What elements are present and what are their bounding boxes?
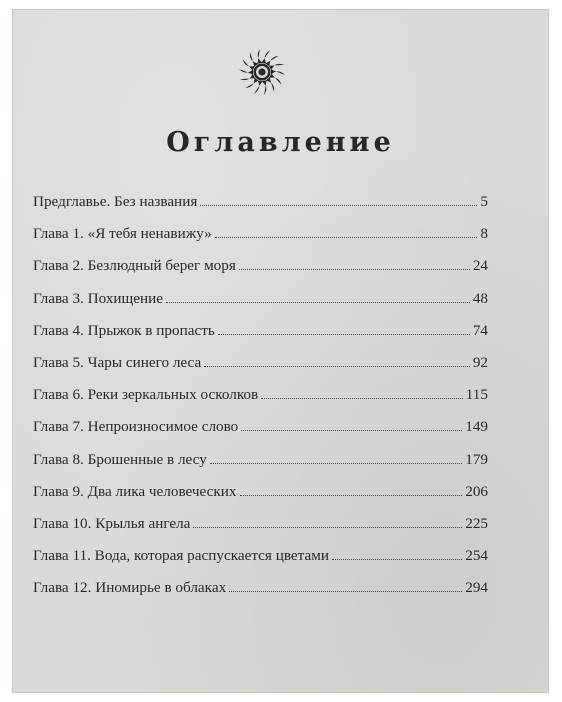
toc-entry <box>33 418 488 450</box>
sun-ray <box>243 59 255 70</box>
toc-entry-title: Глава 9. Два лика человеческих <box>33 482 237 500</box>
sun-ray <box>269 74 281 85</box>
toc-entry-page-number: 92 <box>472 353 488 371</box>
toc-entry-page-number: 254 <box>465 547 488 565</box>
toc-entry-page-number: 149 <box>465 418 488 436</box>
toc-entry <box>33 322 488 354</box>
dot-leader <box>166 302 470 303</box>
toc-entry-page-number: 48 <box>472 289 488 307</box>
sun-ray <box>271 69 285 75</box>
toc-entry <box>33 451 488 483</box>
page-title: Оглавление <box>166 127 395 158</box>
dot-leader <box>261 398 463 399</box>
toc-entry-page-number: 206 <box>465 482 488 500</box>
dot-leader <box>204 366 470 367</box>
dot-leader <box>193 527 462 528</box>
toc-entry-title: Глава 12. Иномирье в облаках <box>33 579 227 597</box>
toc-entry-title: Глава 7. Непроизносимое слово <box>33 418 239 436</box>
toc-entry-page-number: 5 <box>480 193 488 210</box>
toc-entry-page-number: 115 <box>465 386 488 404</box>
toc-entry-page-number: 74 <box>472 321 488 339</box>
toc-entry-page-number: 294 <box>465 579 488 597</box>
sun-ray <box>250 52 259 66</box>
toc-entry-title: Предглавье. Без названия <box>33 193 198 210</box>
dot-leader <box>210 463 462 464</box>
dot-leader <box>239 269 470 270</box>
toc-entry-page-number: 8 <box>480 225 488 243</box>
dot-leader <box>218 334 470 335</box>
sun-ray <box>269 64 284 71</box>
dot-leader <box>240 495 463 496</box>
toc-entry <box>33 579 488 611</box>
toc-entry <box>33 193 488 225</box>
toc-entry-title: Глава 1. «Я тебя ненавижу» <box>33 225 212 243</box>
toc-entry <box>33 547 488 579</box>
toc-entry-page-number: 225 <box>465 514 488 532</box>
toc-entry-title: Глава 4. Прыжок в пропасть <box>33 321 215 339</box>
dot-leader <box>332 559 462 560</box>
toc-entry <box>33 354 488 386</box>
toc-entry <box>33 483 488 515</box>
toc-entry <box>33 386 488 418</box>
sun-ray <box>239 69 253 75</box>
toc-entry <box>33 290 488 322</box>
sun-ornament-icon <box>237 47 287 97</box>
book-page <box>12 9 549 693</box>
dot-leader <box>241 430 462 431</box>
toc-entry-page-number: 179 <box>465 450 488 468</box>
dot-leader <box>200 205 477 206</box>
table-of-contents <box>33 193 488 611</box>
toc-entry <box>33 225 488 257</box>
sun-ray <box>266 77 275 91</box>
toc-entry <box>33 515 488 547</box>
toc-entry-title: Глава 2. Безлюдный берег моря <box>33 257 236 275</box>
sun-ray <box>240 74 255 81</box>
dot-leader <box>229 591 462 592</box>
toc-entry-title: Глава 10. Крылья ангела <box>33 514 191 532</box>
toc-entry-title: Глава 3. Похищение <box>33 289 163 307</box>
sun-ray <box>257 49 262 64</box>
dot-leader <box>215 237 478 238</box>
toc-entry-title: Глава 6. Реки зеркальных осколков <box>33 386 259 404</box>
toc-entry-page-number: 24 <box>472 257 488 275</box>
sun-ray <box>261 80 266 95</box>
toc-entry <box>33 257 488 289</box>
toc-entry-title: Глава 11. Вода, которая распускается цветами <box>33 547 329 565</box>
toc-entry-title: Глава 8. Брошенные в лесу <box>33 450 207 468</box>
toc-entry-title: Глава 5. Чары синего леса <box>33 353 202 371</box>
